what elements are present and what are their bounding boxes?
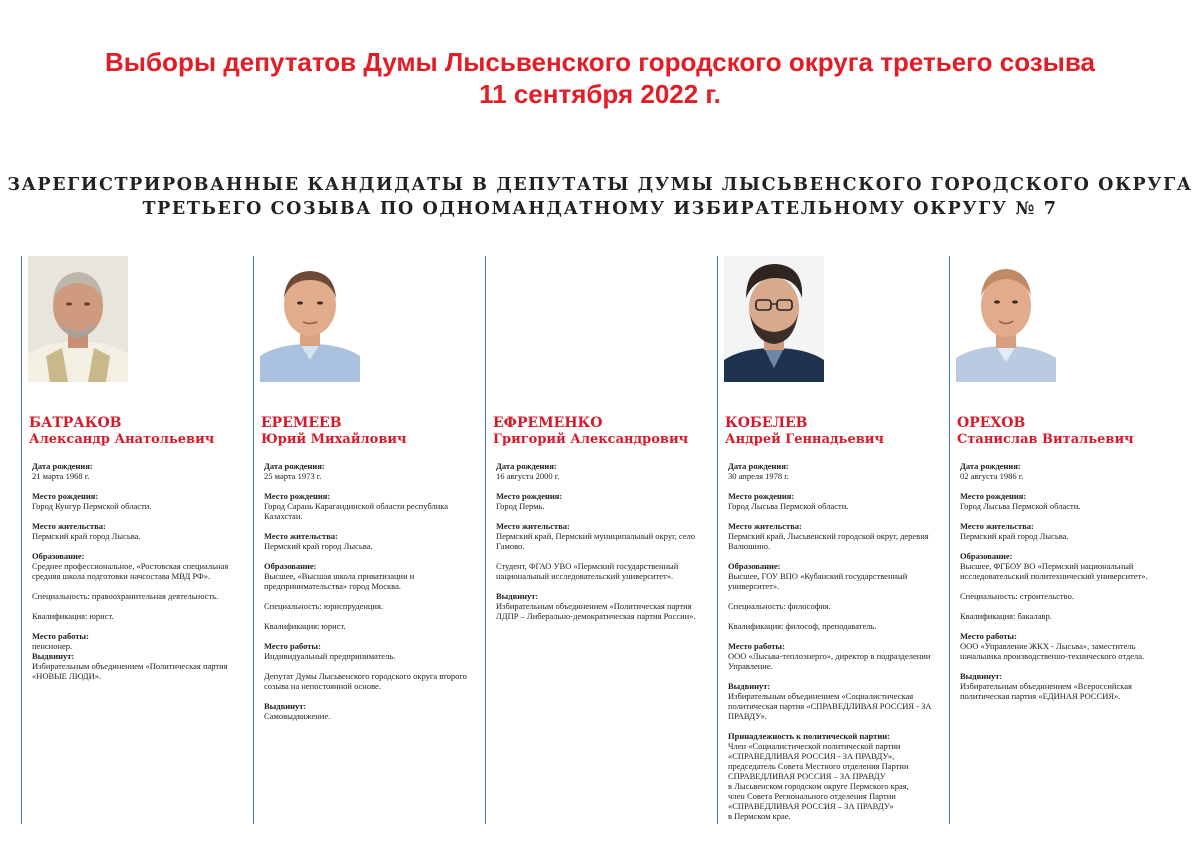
candidate-given-name: Андрей Геннадьевич: [725, 432, 884, 447]
candidate-info: [264, 461, 476, 721]
nominated-value: Избирательным объединением «Политическая партия ЛДПР – Либерально-демократическая партия России».: [496, 601, 696, 621]
birth-place-label: Место рождения:: [264, 491, 331, 501]
party-membership-line: «СПРАВЕДЛИВАЯ РОССИЯ – ЗА ПРАВДУ»: [728, 801, 894, 811]
birth-date-label: Дата рождения:: [960, 461, 1021, 471]
party-membership-label: Принадлежность к политической партии:: [728, 731, 890, 741]
residence-label: Место жительства:: [728, 521, 802, 531]
candidate-info: [960, 461, 1172, 701]
nominated-label: Выдвинут:: [960, 671, 1003, 681]
birth-date-value: 16 августа 2000 г.: [496, 471, 560, 481]
residence-label: Место жительства:: [264, 531, 338, 541]
candidate-surname: ЕФРЕМЕНКО: [493, 415, 603, 431]
birth-date-label: Дата рождения:: [264, 461, 325, 471]
nominated-label: Выдвинут:: [264, 701, 307, 711]
party-membership-line: СПРАВЕДЛИВАЯ РОССИЯ – ЗА ПРАВДУ: [728, 771, 886, 781]
candidate-card-orekhov: [949, 256, 1172, 824]
candidate-card-eremeev: [253, 256, 476, 824]
party-membership-line: Член «Социалистической политической партии: [728, 741, 901, 751]
residence-label: Место жительства:: [496, 521, 570, 531]
work-label: Место работы:: [264, 641, 321, 651]
party-membership-line: член Совета Регионального отделения Партии: [728, 791, 896, 801]
work-label: Место работы:: [728, 641, 785, 651]
deputy-status: Депутат Думы Лысьвенского городского округа второго созыва на непостоянной основе.: [264, 671, 467, 691]
candidate-info: [728, 461, 940, 821]
birth-place-label: Место рождения:: [960, 491, 1027, 501]
candidate-info: [32, 461, 244, 681]
candidate-photo: [956, 256, 1056, 382]
education-label: Образование:: [960, 551, 1013, 561]
candidate-surname: БАТРАКОВ: [29, 415, 122, 431]
work-label: Место работы:: [960, 631, 1017, 641]
birth-date-value: 21 марта 1968 г.: [32, 471, 90, 481]
election-date: 11 сентября 2022 г.: [479, 79, 721, 109]
education-value: Высшее, ГОУ ВПО «Кубанский государственный университет».: [728, 571, 908, 591]
birth-date-value: 02 августа 1986 г.: [960, 471, 1024, 481]
education-label: Образование:: [264, 561, 317, 571]
work-value: ООО «Лысьва-теплоэнерго», директор в подразделении Управление.: [728, 651, 931, 671]
residence-label: Место жительства:: [32, 521, 106, 531]
education-label: Образование:: [32, 551, 85, 561]
residence-value: Пермский край город Лысьва.: [960, 531, 1069, 541]
birth-place-label: Место рождения:: [728, 491, 795, 501]
birth-place-value: Город Лысьва Пермской области.: [960, 501, 1081, 511]
qualification-value: Квалификация: юрист.: [32, 611, 114, 621]
candidate-given-name: Станислав Витальевич: [957, 432, 1134, 447]
birth-place-value: Город Кунгур Пермской области.: [32, 501, 152, 511]
candidate-photo: [260, 256, 360, 382]
birth-place-value: Город Лысьва Пермской области.: [728, 501, 849, 511]
nominated-value: Избирательным объединением «Политическая партия «НОВЫЕ ЛЮДИ».: [32, 661, 228, 681]
work-label: Место работы:: [32, 631, 89, 641]
nominated-value: Избирательным объединением «Социалистическая политическая партия «СПРАВЕДЛИВАЯ РОССИЯ - ЗА ПРАВДУ».: [728, 691, 932, 721]
nominated-value: Избирательным объединением «Всероссийская политическая партия «ЕДИНАЯ РОССИЯ».: [960, 681, 1132, 701]
education-value: Высшее, «Высшая школа приватизации и предпринимательства» город Москва.: [264, 571, 415, 591]
education-value: Среднее профессиональное, «Ростовская специальная средняя школа подготовки начсостава МВД РФ».: [32, 561, 229, 581]
party-membership-line: в Лысьвенском городском округе Пермского края,: [728, 781, 909, 791]
nominated-label: Выдвинут:: [496, 591, 539, 601]
education-label: Образование:: [728, 561, 781, 571]
candidate-card-kobelev: [717, 256, 940, 824]
birth-place-label: Место рождения:: [32, 491, 99, 501]
specialty-value: Специальность: строительство.: [960, 591, 1074, 601]
qualification-value: Квалификация: философ, преподаватель.: [728, 621, 877, 631]
candidate-surname: КОБЕЛЕВ: [725, 415, 808, 431]
candidate-info: [496, 461, 708, 621]
candidates-heading-line2: ТРЕТЬЕГО СОЗЫВА ПО ОДНОМАНДАТНОМУ ИЗБИРАТЕЛЬНОМУ ОКРУГУ № 7: [142, 199, 1058, 219]
candidates-heading-line1: ЗАРЕГИСТРИРОВАННЫЕ КАНДИДАТЫ В ДЕПУТАТЫ ДУМЫ ЛЫСЬВЕНСКОГО ГОРОДСКОГО ОКРУГА: [7, 175, 1193, 195]
work-value: Индивидуальный предприниматель.: [264, 651, 396, 661]
candidate-photo: [28, 256, 128, 382]
residence-value: Пермский край, Пермский муниципальный округ, село Гамово.: [496, 531, 695, 551]
party-membership-line: «СПРАВЕДЛИВАЯ РОССИЯ - ЗА ПРАВДУ»,: [728, 751, 895, 761]
residence-value: Пермский край, Лысьвенский городской округ, деревня Валюшино.: [728, 531, 929, 551]
work-value: ООО «Управление ЖКХ - Лысьва», заместитель начальника производственно-технического отдела.: [960, 641, 1145, 661]
qualification-value: Квалификация: бакалавр.: [960, 611, 1052, 621]
candidate-card-batrakov: [21, 256, 244, 824]
birth-place-label: Место рождения:: [496, 491, 563, 501]
birth-date-label: Дата рождения:: [728, 461, 789, 471]
party-membership-line: председатель Совета Местного отделения Партии: [728, 761, 909, 771]
party-membership-line: в Пермском крае.: [728, 811, 791, 821]
candidate-card-efremenko: [485, 256, 708, 824]
birth-place-value: Город Сарань Карагандинской области республика Казахстан.: [264, 501, 449, 521]
nominated-label: Выдвинут:: [728, 681, 771, 691]
work-value: пенсионер.: [32, 641, 73, 651]
birth-date-label: Дата рождения:: [32, 461, 93, 471]
candidate-surname: ЕРЕМЕЕВ: [261, 415, 342, 431]
nominated-label: Выдвинут:: [32, 651, 75, 661]
residence-label: Место жительства:: [960, 521, 1034, 531]
specialty-value: Специальность: юриспруденция.: [264, 601, 384, 611]
specialty-value: Специальность: философия.: [728, 601, 831, 611]
specialty-value: Специальность: правоохранительная деятельность.: [32, 591, 219, 601]
birth-date-label: Дата рождения:: [496, 461, 557, 471]
birth-date-value: 25 марта 1973 г.: [264, 471, 322, 481]
nominated-value: Самовыдвижение.: [264, 711, 331, 721]
residence-value: Пермский край город Лысьва.: [264, 541, 373, 551]
qualification-value: Квалификация: юрист.: [264, 621, 346, 631]
birth-date-value: 30 апреля 1978 г.: [728, 471, 789, 481]
election-title-line1: Выборы депутатов Думы Лысьвенского городского округа третьего созыва: [105, 47, 1095, 77]
birth-place-value: Город Пермь.: [496, 501, 545, 511]
candidate-photo: [724, 256, 824, 382]
candidate-given-name: Александр Анатольевич: [29, 432, 215, 447]
candidate-surname: ОРЕХОВ: [957, 415, 1026, 431]
election-title: [0, 46, 1200, 110]
candidates-heading: [0, 173, 1200, 221]
candidate-given-name: Григорий Александрович: [493, 432, 689, 447]
residence-value: Пермский край город Лысьва.: [32, 531, 141, 541]
candidate-given-name: Юрий Михайлович: [261, 432, 407, 447]
education-value: Высшее, ФГБОУ ВО «Пермский национальный исследовательский политехнический университет».: [960, 561, 1148, 581]
student-status: Студент, ФГАО УВО «Пермский государственный национальный исследовательский университет».: [496, 561, 679, 581]
